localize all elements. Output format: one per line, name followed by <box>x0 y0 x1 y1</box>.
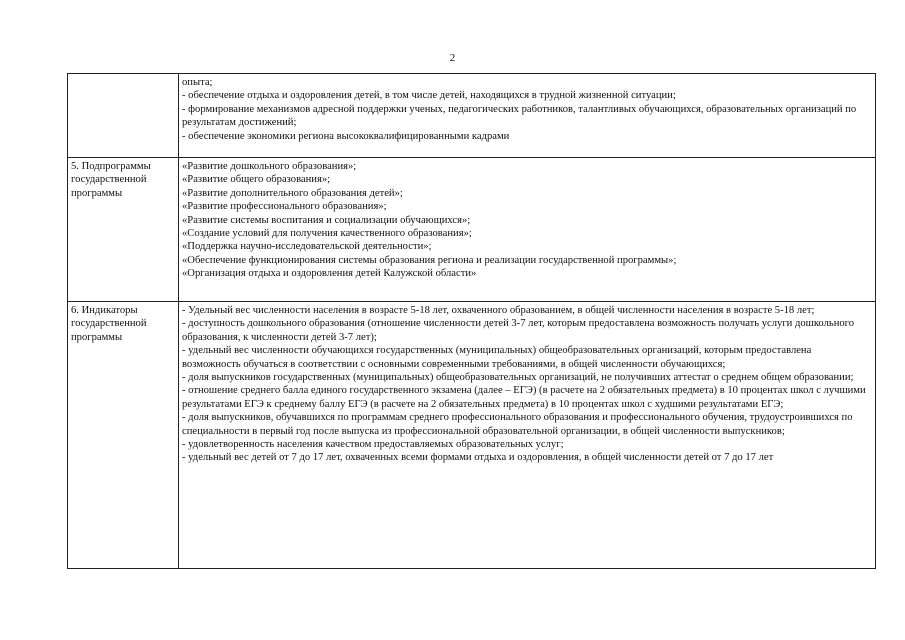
row-label <box>68 74 179 158</box>
content-line: «Обеспечение функционирования системы образования региона и реализации государственной программы»; <box>182 254 677 266</box>
row-label: 5. Подпрограммы государственной программы <box>68 158 179 302</box>
content-line: «Развитие дошкольного образования»; <box>182 161 357 172</box>
table-row-indicators <box>68 302 876 569</box>
content-line: «Создание условий для получения качественного образования»; <box>182 228 472 240</box>
content-line: «Развитие общего образования»; <box>182 174 331 186</box>
content-line: - формирование механизмов адресной поддержки ученых, педагогических работников, талантливых обучающихся, образовательных организаций по результатам достижений; <box>182 103 857 129</box>
content-line: «Поддержка научно-исследовательской деятельности»; <box>182 241 432 253</box>
program-passport-table <box>67 73 876 569</box>
content-line: - обеспечение отдыха и оздоровления детей, в том числе детей, находящихся в трудной жизненной ситуации; <box>182 90 676 102</box>
content-line: «Развитие дополнительного образования детей»; <box>182 187 403 199</box>
content-line: - отношение среднего балла единого государственного экзамена (далее – ЕГЭ) (в расчете на 2 обязательных предмета) в 10 процентах школ с лучшими результатами ЕГЭ к среднему баллу ЕГЭ (в расчете на 2 обязательных предмета) в 10 процентах школ с худшими результатами ЕГЭ; <box>182 385 866 410</box>
content-line: - удельный вес детей от 7 до 17 лет, охваченных всеми формами отдыха и оздоровления, в общей численности детей от 7 до 17 лет <box>182 452 774 464</box>
content-line: «Развитие профессионального образования»; <box>182 201 387 213</box>
row-content <box>179 74 876 158</box>
table-row-continuation <box>68 74 876 158</box>
content-line: - удовлетворенность населения качеством предоставляемых образовательных услуг; <box>182 439 564 451</box>
content-line: опыта; <box>182 77 213 88</box>
content-line: - Удельный вес численности населения в возрасте 5-18 лет, охваченного образованием, в общей численности населения в возрасте 5-18 лет; <box>182 305 815 316</box>
content-line: «Развитие системы воспитания и социализации обучающихся»; <box>182 214 471 226</box>
content-line: - доля выпускников государственных (муниципальных) общеобразовательных организаций, не получивших аттестат о среднем общем образовании; <box>182 372 854 384</box>
row-label: 6. Индикаторы государственной программы <box>68 302 179 569</box>
content-line: - доля выпускников, обучавшихся по программам среднего профессионального образования и профессионального обучения, трудоустроившихся по специальности в первый год после выпуска из профессиональной образовательной организации, в общей численности выпускников; <box>182 412 853 437</box>
row-content <box>179 158 876 302</box>
page-number: 2 <box>449 52 456 64</box>
row-content <box>179 302 876 569</box>
content-line: - удельный вес численности обучающихся государственных (муниципальных) общеобразовательных организаций, которым предоставлена возможность обучаться в соответствии с основными современными требованиями, в общей численности обучающихся; <box>182 345 812 370</box>
content-line: - обеспечение экономики региона высококвалифицированными кадрами <box>182 130 510 142</box>
table-row-subprograms <box>68 158 876 302</box>
content-line: - доступность дошкольного образования (отношение численности детей 3-7 лет, которым предоставлена возможность получать услуги дошкольного образования, к численности детей 3-7 лет); <box>182 318 855 343</box>
content-line: «Организация отдыха и оздоровления детей Калужской области» <box>182 268 477 280</box>
